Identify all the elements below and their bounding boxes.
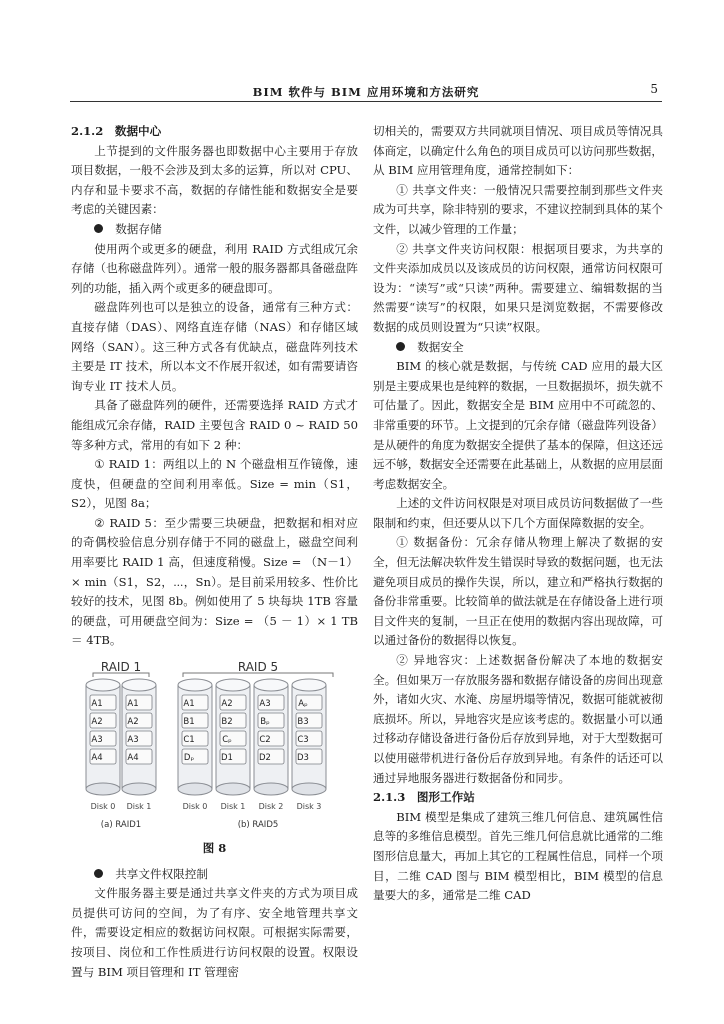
paragraph: ② RAID 5：至少需要三块硬盘，把数据和相对应的奇偶校验信息分别存储于不同的磁盘上，磁盘空间利用率要比 RAID 1 高，但速度稍慢。Size = （N－1）× min（S1，S2，⋯，Sn）。是目前采用较多、性价比较好的技术，见图 8b。例如使用了 5 块每块 1TB 容量的硬盘，可用硬盘空间为：Size = （5 － 1）× 1 TB ＝ 4TB。 [71, 515, 358, 648]
paragraph: 文件服务器主要是通过共享文件夹的方式为项目成员提供可访问的空间，为了有序、安全地管理共享文件，需要设定相应的数据访问权限。可根据实际需要，按项目、岗位和工作性质进行访问权限的设置。权限设置与 BIM 项目管理和 IT 管理密 [71, 886, 358, 979]
disk-block-label: D1 [221, 753, 233, 764]
disk-block-label: A4 [91, 753, 103, 764]
disk-block-label: A1 [127, 699, 139, 710]
disk-block-label: D3 [297, 753, 309, 764]
bullet-dot-icon [396, 342, 405, 351]
running-title: BIM 软件与 BIM 应用环境和方法研究 [252, 85, 480, 99]
disk-block-label: Aₚ [298, 699, 308, 710]
raid1-label: RAID 1 [100, 660, 142, 675]
disk-name: Disk 2 [258, 802, 284, 812]
paragraph: ② 共享文件夹访问权限：根据项目要求，为共享的文件夹添加成员以及该成员的访问权限，通常访问权限可设为：“读写”或“只读”两种。需要建立、编辑数据的当然需要“读写”的权限，如果只是浏览数据，不需要修改数据的成员则设置为“只读”权限。 [373, 241, 663, 334]
disk-top [86, 679, 120, 691]
disk-bottom [216, 783, 250, 795]
disk-name: Disk 0 [182, 802, 208, 812]
paragraph: BIM 的核心就是数据，与传统 CAD 应用的最大区别是主要成果也是纯粹的数据，一旦数据损坏，损失就不可估量了。因此，数据安全是 BIM 应用中不可疏忽的、非常重要的环节。上文提到的冗余存储（磁盘阵列设备）是从硬件的角度为数据安全提供了基本的保障，但这还远远不够，数据安全还需要在此基础上，从数据的应用层面考虑数据安全。 [373, 359, 663, 491]
paragraph: ① 数据备份：冗余存储从物理上解决了数据的安全，但无法解决软件发生错误时导致的数据问题，也无法避免项目成员的操作失误，所以，建立和严格执行数据的备份非常重要。比较简单的做法就是在存储设备上进行项目文件夹的复制，一旦正在使用的数据内容出现故障，可以通过备份的数据得以恢复。 [373, 535, 663, 648]
paragraph: 上述的文件访问权限是对项目成员访问数据做了一些限制和约束，但还要从以下几个方面保障数据的安全。 [373, 496, 663, 530]
disk-block-label: C2 [259, 735, 271, 746]
disk-block-label: A3 [259, 699, 271, 710]
section-heading-2-1-3: 2.1.3 图形工作站 [373, 790, 475, 805]
bullet-heading [71, 220, 358, 240]
bullet-dot-icon [94, 224, 103, 233]
paragraph: ② 异地容灾：上述数据备份解决了本地的数据安全。但如果万一存放服务器和数据存储设备的房间出现意外，诸如火灾、水淹、房屋坍塌等情况，数据可能就被彻底损坏。所以，异地容灾是应该考虑的。数据量小可以通过移动存储设备进行备份后存放到异地，对于大型数据可以使用磁带机进行备份后存放到异地。有条件的话还可以通过异地服务器进行数据备份和同步。 [373, 653, 663, 785]
disk-block-label: B1 [183, 717, 195, 728]
disk-top [216, 679, 250, 691]
paragraph: 使用两个或更多的硬盘，利用 RAID 方式组成冗余存储（也称磁盘阵列）。通常一般的服务器都具备磁盘阵列的功能，插入两个或更多的硬盘即可。 [71, 241, 358, 295]
disk-block-label: A2 [221, 699, 233, 710]
disk-block-label: A3 [91, 735, 103, 746]
paragraph: 上节提到的文件服务器也即数据中心主要用于存放项目数据，一般不会涉及到太多的运算，所以对 CPU、内存和显卡要求不高，数据的存储性能和数据安全是要考虑的关键因素： [71, 143, 358, 217]
raid-figure [71, 659, 358, 835]
disk-bottom [122, 783, 156, 795]
left-column [71, 122, 358, 982]
right-column [373, 122, 663, 906]
paragraph: 切相关的，需要双方共同就项目情况、项目成员等情况具体商定，以确定什么角色的项目成员可以访问那些数据，从 BIM 应用管理角度，通常控制如下： [373, 124, 663, 178]
disk-block-label: C3 [297, 735, 309, 746]
disk-block-label: A2 [127, 717, 139, 728]
disk-top [122, 679, 156, 691]
disk-block-label: Bₚ [260, 717, 270, 728]
disk-name: Disk 3 [296, 802, 322, 812]
raid5-caption: (b) RAID5 [237, 820, 279, 831]
disk-bottom [86, 783, 120, 795]
disk-top [292, 679, 326, 691]
paragraph: ① 共享文件夹：一般情况只需要控制到那些文件夹成为可共享，除非特别的要求，不建议控制到具体的某个文件，以减少管理的工作量； [373, 182, 663, 236]
section-heading-2-1-2: 2.1.2 数据中心 [71, 124, 162, 138]
paragraph: 具备了磁盘阵列的硬件，还需要选择 RAID 方式才能组成冗余存储，RAID 主要包含 RAID 0 ~ RAID 50 等多种方式，常用的有如下 2 种： [71, 398, 358, 452]
raid5-label: RAID 5 [237, 660, 279, 675]
raid1-caption: (a) RAID1 [100, 820, 142, 831]
disk-block-label: B3 [297, 717, 309, 728]
disk-block-label: A1 [183, 699, 195, 710]
bullet-heading [373, 338, 663, 358]
paragraph: ① RAID 1：两组以上的 N 个磁盘相互作镜像，速度快，但硬盘的空间利用率低。Size = min（S1，S2），见图 8a； [71, 457, 358, 511]
disk-block-label: C1 [183, 735, 195, 746]
paragraph: BIM 模型是集成了建筑三维几何信息、建筑属性信息等的多维信息模型。首先三维几何信息就比通常的二维图形信息量大，再加上其它的工程属性信息，同样一个项目，二维 CAD 图与 BIM 模型相比，BIM 模型的信息量要大的多，通常是二维 CAD [373, 809, 663, 903]
disk-block-label: D2 [259, 753, 271, 764]
bullet-label: 数据存储 [115, 221, 162, 236]
disk-block-label: A2 [91, 717, 103, 728]
disk-block-label: B2 [221, 717, 233, 728]
disk-bottom [254, 783, 288, 795]
disk-block-label: A4 [127, 753, 139, 764]
disk-block-label: A1 [91, 699, 103, 710]
disk-block-label: A3 [127, 735, 139, 746]
disk-name: Disk 0 [90, 802, 116, 812]
page-number: 5 [650, 82, 658, 96]
figure-caption: 图 8 [202, 841, 227, 856]
bullet-label: 共享文件权限控制 [115, 866, 208, 881]
disk-top [254, 679, 288, 691]
bullet-dot-icon [94, 869, 103, 878]
disk-bottom [292, 783, 326, 795]
disk-top [178, 679, 212, 691]
disk-block-label: Cₚ [222, 735, 232, 746]
disk-block-label: Dₚ [183, 753, 195, 764]
disk-name: Disk 1 [126, 802, 152, 812]
disk-bottom [178, 783, 212, 795]
bullet-heading [71, 865, 358, 885]
paragraph: 磁盘阵列也可以是独立的设备，通常有三种方式：直接存储（DAS）、网络直连存储（NAS）和存储区域网络（SAN）。这三种方式各有优缺点，磁盘阵列技术主要是 IT 技术，所以本文不作展开叙述，如有需要请咨询专业 IT 技术人员。 [71, 300, 358, 393]
disk-name: Disk 1 [220, 802, 246, 812]
raid-diagram [71, 659, 358, 835]
page-header [70, 81, 662, 102]
bullet-label: 数据安全 [417, 339, 464, 354]
